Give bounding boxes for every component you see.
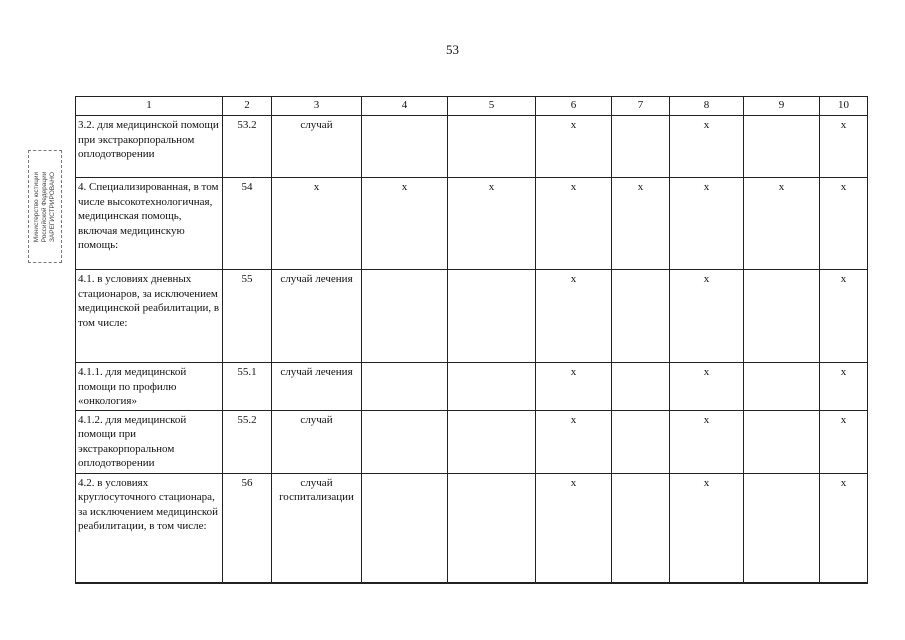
table-cell-col-3: случай — [272, 116, 362, 178]
table-cell-col-5 — [448, 363, 536, 411]
column-header-7: 7 — [612, 97, 670, 116]
table-cell-col-3: х — [272, 178, 362, 270]
table-cell-col-8: х — [670, 473, 744, 583]
column-header-9: 9 — [744, 97, 820, 116]
table-cell-col-8: х — [670, 178, 744, 270]
table-cell-col-10: х — [820, 116, 868, 178]
column-header-10: 10 — [820, 97, 868, 116]
column-header-2: 2 — [223, 97, 272, 116]
table-cell-col-10: х — [820, 473, 868, 583]
registration-stamp — [28, 150, 62, 263]
table-cell-col-2: 55 — [223, 270, 272, 363]
table-cell-col-1: 4.1.2. для медицинской помощи при экстракорпоральном оплодотворении — [76, 410, 223, 473]
table-cell-col-7 — [612, 410, 670, 473]
table-cell-col-4 — [362, 116, 448, 178]
table-cell-col-1: 4.2. в условиях круглосуточного стационара, за исключением медицинской реабилитации, в том числе: — [76, 473, 223, 583]
table-cell-col-5 — [448, 410, 536, 473]
table-cell-col-4: х — [362, 178, 448, 270]
table-cell-col-9: х — [744, 178, 820, 270]
table-body — [76, 116, 868, 584]
table-cell-col-2: 55.1 — [223, 363, 272, 411]
column-header-6: 6 — [536, 97, 612, 116]
column-header-5: 5 — [448, 97, 536, 116]
table-cell-col-6: х — [536, 363, 612, 411]
table-header-row — [76, 97, 868, 116]
table-cell-col-7 — [612, 473, 670, 583]
table-cell-col-9 — [744, 410, 820, 473]
table-cell-col-10: х — [820, 363, 868, 411]
stamp-line: Министерство юстиции — [33, 171, 40, 242]
table-cell-col-7: х — [612, 178, 670, 270]
table-cell-col-5 — [448, 116, 536, 178]
table-cell-col-4 — [362, 410, 448, 473]
table-cell-col-6: х — [536, 178, 612, 270]
table-cell-col-2: 53.2 — [223, 116, 272, 178]
table-cell-col-7 — [612, 363, 670, 411]
table-row — [76, 270, 868, 363]
table-row — [76, 473, 868, 583]
table-cell-col-3: случай лечения — [272, 270, 362, 363]
table-cell-col-10: х — [820, 410, 868, 473]
table-cell-col-9 — [744, 473, 820, 583]
page-number: 53 — [446, 42, 459, 57]
column-header-8: 8 — [670, 97, 744, 116]
column-header-1: 1 — [76, 97, 223, 116]
table-cell-col-10: х — [820, 178, 868, 270]
table-cell-col-6: х — [536, 116, 612, 178]
table-cell-col-6: х — [536, 270, 612, 363]
column-header-4: 4 — [362, 97, 448, 116]
table-cell-col-8: х — [670, 116, 744, 178]
table-row — [76, 410, 868, 473]
table-cell-col-3: случай — [272, 410, 362, 473]
table-cell-col-3: случай госпитализации — [272, 473, 362, 583]
table-cell-col-2: 54 — [223, 178, 272, 270]
table-cell-col-1: 3.2. для медицинской помощи при экстракорпоральном оплодотворении — [76, 116, 223, 178]
table-cell-col-9 — [744, 116, 820, 178]
table-cell-col-5 — [448, 473, 536, 583]
data-table — [75, 96, 868, 584]
table-cell-col-7 — [612, 270, 670, 363]
column-header-3: 3 — [272, 97, 362, 116]
table-cell-col-5 — [448, 270, 536, 363]
table-cell-col-7 — [612, 116, 670, 178]
table-cell-col-3: случай лечения — [272, 363, 362, 411]
stamp-line: ЗАРЕГИСТРИРОВАНО — [49, 171, 56, 242]
table-cell-col-4 — [362, 473, 448, 583]
table-cell-col-1: 4. Специализированная, в том числе высокотехнологичная, медицинская помощь, включая медицинскую помощь: — [76, 178, 223, 270]
table-cell-col-1: 4.1. в условиях дневных стационаров, за исключением медицинской реабилитации, в том числе: — [76, 270, 223, 363]
table-cell-col-1: 4.1.1. для медицинской помощи по профилю «онкология» — [76, 363, 223, 411]
table-row — [76, 178, 868, 270]
table-cell-col-8: х — [670, 363, 744, 411]
table-cell-col-8: х — [670, 270, 744, 363]
table-row — [76, 363, 868, 411]
table-cell-col-5: х — [448, 178, 536, 270]
table-cell-col-6: х — [536, 410, 612, 473]
table-cell-col-2: 55.2 — [223, 410, 272, 473]
table-cell-col-6: х — [536, 473, 612, 583]
table-cell-col-4 — [362, 270, 448, 363]
stamp-line: Российской Федерации — [41, 171, 48, 242]
table-cell-col-8: х — [670, 410, 744, 473]
table-cell-col-2: 56 — [223, 473, 272, 583]
table-row — [76, 116, 868, 178]
table-cell-col-9 — [744, 363, 820, 411]
stamp-text — [33, 171, 57, 242]
table-cell-col-9 — [744, 270, 820, 363]
table-cell-col-4 — [362, 363, 448, 411]
table-cell-col-10: х — [820, 270, 868, 363]
